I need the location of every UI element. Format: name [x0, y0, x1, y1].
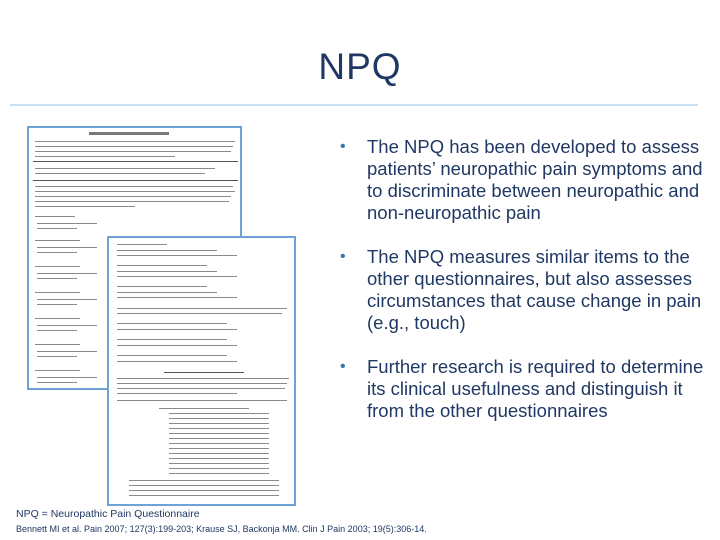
bullet-text: The NPQ measures similar items to the other questionnaires, but also assesses circumstances that cause change in pain (e.g., touch) [367, 246, 702, 333]
bullet-text: Further research is required to determine its clinical usefulness and distinguish it from the other questionnaires [367, 356, 704, 421]
bullet-list [336, 136, 720, 444]
bullet-marker: • [340, 358, 346, 375]
page-title: NPQ [318, 46, 402, 87]
questionnaire-page-2-image [107, 236, 296, 506]
bullet-text: The NPQ has been developed to assess patients’ neuropathic pain symptoms and to discriminate between neuropathic and non-neuropathic pain [367, 136, 703, 223]
bullet-item-1 [336, 136, 720, 224]
bullet-marker: • [340, 138, 346, 155]
footnote-reference: Bennett MI et al. Pain 2007; 127(3):199-203; Krause SJ, Backonja MM. Clin J Pain 2003; 19(5):306-14. [16, 524, 427, 534]
title-divider [10, 104, 698, 106]
bullet-marker: • [340, 248, 346, 265]
bullet-item-2 [336, 246, 720, 334]
footnote-abbreviation: NPQ = Neuropathic Pain Questionnaire [16, 508, 200, 520]
bullet-item-3 [336, 356, 720, 422]
